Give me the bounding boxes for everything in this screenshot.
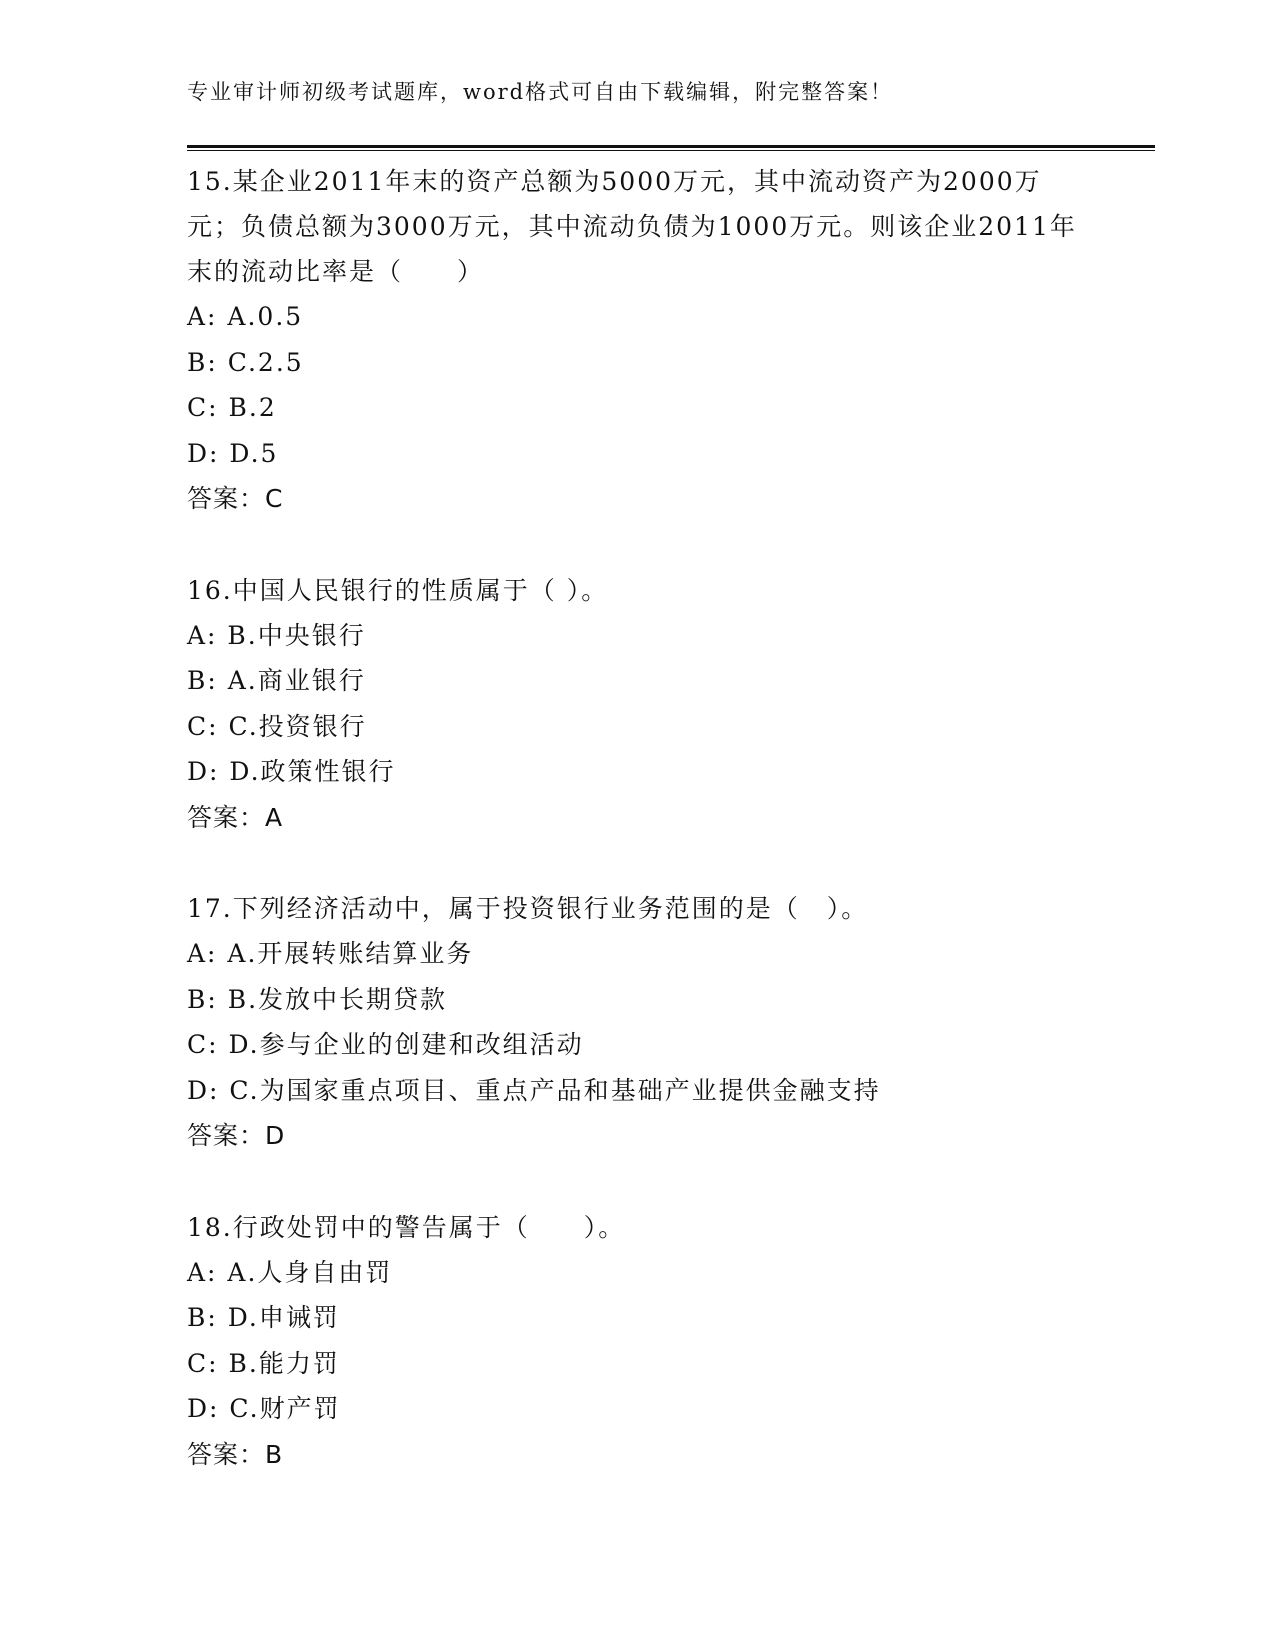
answer-label: 答案： [187, 802, 266, 832]
option-c: C: D.参与企业的创建和改组活动 [187, 1030, 584, 1059]
option-b: B: B.发放中长期贷款 [187, 984, 448, 1014]
option-a: A: A.0.5 [187, 302, 304, 331]
option-c: C: B.能力罚 [187, 1348, 340, 1378]
question-list [187, 159, 1087, 1523]
option-b: B: C.2.5 [187, 347, 304, 377]
question-18 [187, 1205, 1087, 1478]
answer-line [187, 1432, 1087, 1478]
answer-line [187, 795, 1087, 841]
question-stem: 16.中国人民银行的性质属于（ ）。 [187, 575, 609, 605]
question-stem: 17.下列经济活动中，属于投资银行业务范围的是（ ）。 [187, 894, 869, 923]
option-b: B: A.商业银行 [187, 666, 366, 695]
option-d: D: D.5 [187, 438, 279, 468]
question-stem: 18.行政处罚中的警告属于（ ）。 [187, 1212, 626, 1242]
question-16 [187, 568, 1087, 841]
answer-value: A [265, 802, 283, 832]
option-b: B: D.申诫罚 [187, 1303, 340, 1332]
question-15 [187, 159, 1087, 522]
header-divider-thin [187, 150, 1155, 151]
header-divider-thick [187, 145, 1155, 148]
answer-label: 答案： [187, 484, 266, 513]
answer-line [187, 1113, 1087, 1159]
option-d: D: C.为国家重点项目、重点产品和基础产业提供金融支持 [187, 1075, 881, 1105]
answer-value: B [265, 1439, 283, 1469]
option-a: A: A.人身自由罚 [187, 1257, 393, 1287]
option-c: C: C.投资银行 [187, 711, 367, 741]
question-17 [187, 886, 1087, 1159]
answer-line [187, 476, 1087, 522]
option-c: C: B.2 [187, 393, 277, 422]
answer-label: 答案： [187, 1121, 266, 1150]
page-header-text: 专业审计师初级考试题库，word格式可自由下载编辑，附完整答案！ [187, 80, 894, 104]
option-a: A: A.开展转账结算业务 [187, 939, 474, 968]
option-d: D: C.财产罚 [187, 1394, 341, 1423]
answer-value: D [265, 1121, 285, 1150]
answer-label: 答案： [187, 1439, 266, 1469]
option-d: D: D.政策性银行 [187, 757, 396, 786]
option-a: A: B.中央银行 [187, 620, 366, 650]
answer-value: C [265, 484, 283, 513]
question-stem: 15.某企业2011年末的资产总额为5000万元，其中流动资产为2000万元；负债总额为3000万元，其中流动负债为1000万元。则该企业2011年末的流动比率是（ ） [187, 167, 1077, 286]
